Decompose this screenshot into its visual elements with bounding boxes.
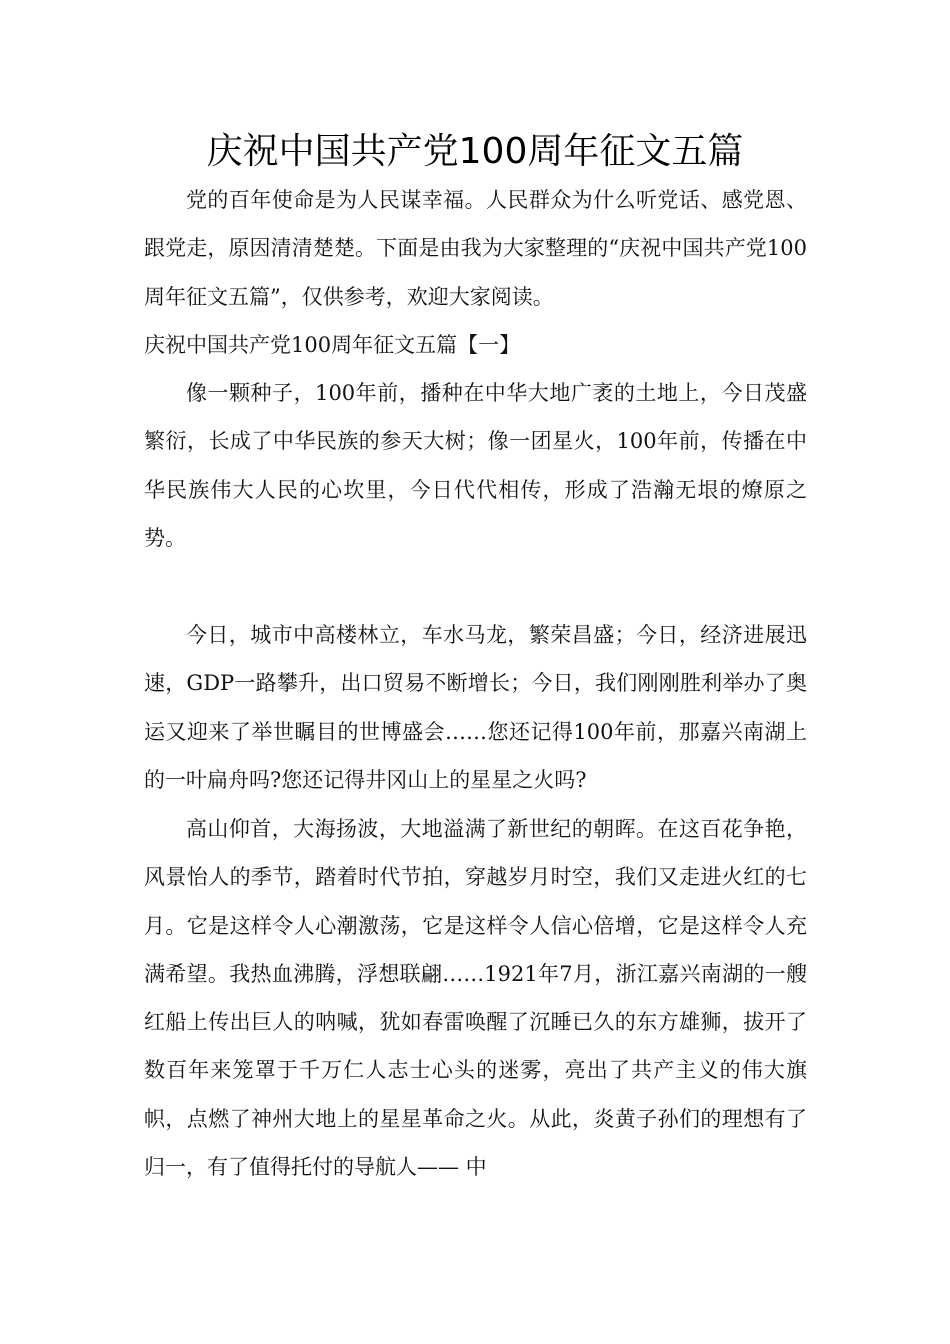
body-paragraph-3: 高山仰首，大海扬波，大地溢满了新世纪的朝晖。在这百花争艳，风景怡人的季节，踏着时代节拍，穿越岁月时空，我们又走进火红的七月。它是这样令人心潮激荡，它是这样令人信心倍增，它是这样令人充满希望。我热血沸腾，浮想联翩……1921年7月，浙江嘉兴南湖的一艘红船上传出巨人的呐喊，犹如春雷唤醒了沉睡已久的东方雄狮，拔开了数百年来笼罩于千万仁人志士心头的迷雾，亮出了共产主义的伟大旗帜，点燃了神州大地上的星星革命之火。从此，炎黄子孙们的理想有了归一，有了值得托付的导航人—— 中 bbox=[144, 817, 807, 1180]
section-heading: 庆祝中国共产党100周年征文五篇【一】 bbox=[144, 333, 521, 357]
body-paragraph-1: 像一颗种子，100年前，播种在中华大地广袤的土地上，今日茂盛繁衍，长成了中华民族的参天大树；像一团星火，100年前，传播在中华民族伟大人民的心坎里，今日代代相传，形成了浩瀚无垠的燎原之势。 bbox=[144, 381, 807, 550]
body-paragraph-2: 今日，城市中高楼林立，车水马龙，繁荣昌盛；今日，经济进展迅速，GDP一路攀升，出口贸易不断增长；今日，我们刚刚胜利举办了奥运又迎来了举世瞩目的世博盛会……您还记得100年前，那嘉兴南湖上的一叶扁舟吗?您还记得井冈山上的星星之火吗? bbox=[144, 623, 807, 792]
page-title: 庆祝中国共产党100周年征文五篇 bbox=[206, 131, 744, 172]
intro-paragraph: 党的百年使命是为人民谋幸福。人民群众为什么听党话、感党恩、跟党走，原因清清楚楚。下面是由我为大家整理的“庆祝中国共产党100周年征文五篇”，仅供参考，欢迎大家阅读。 bbox=[144, 188, 807, 309]
